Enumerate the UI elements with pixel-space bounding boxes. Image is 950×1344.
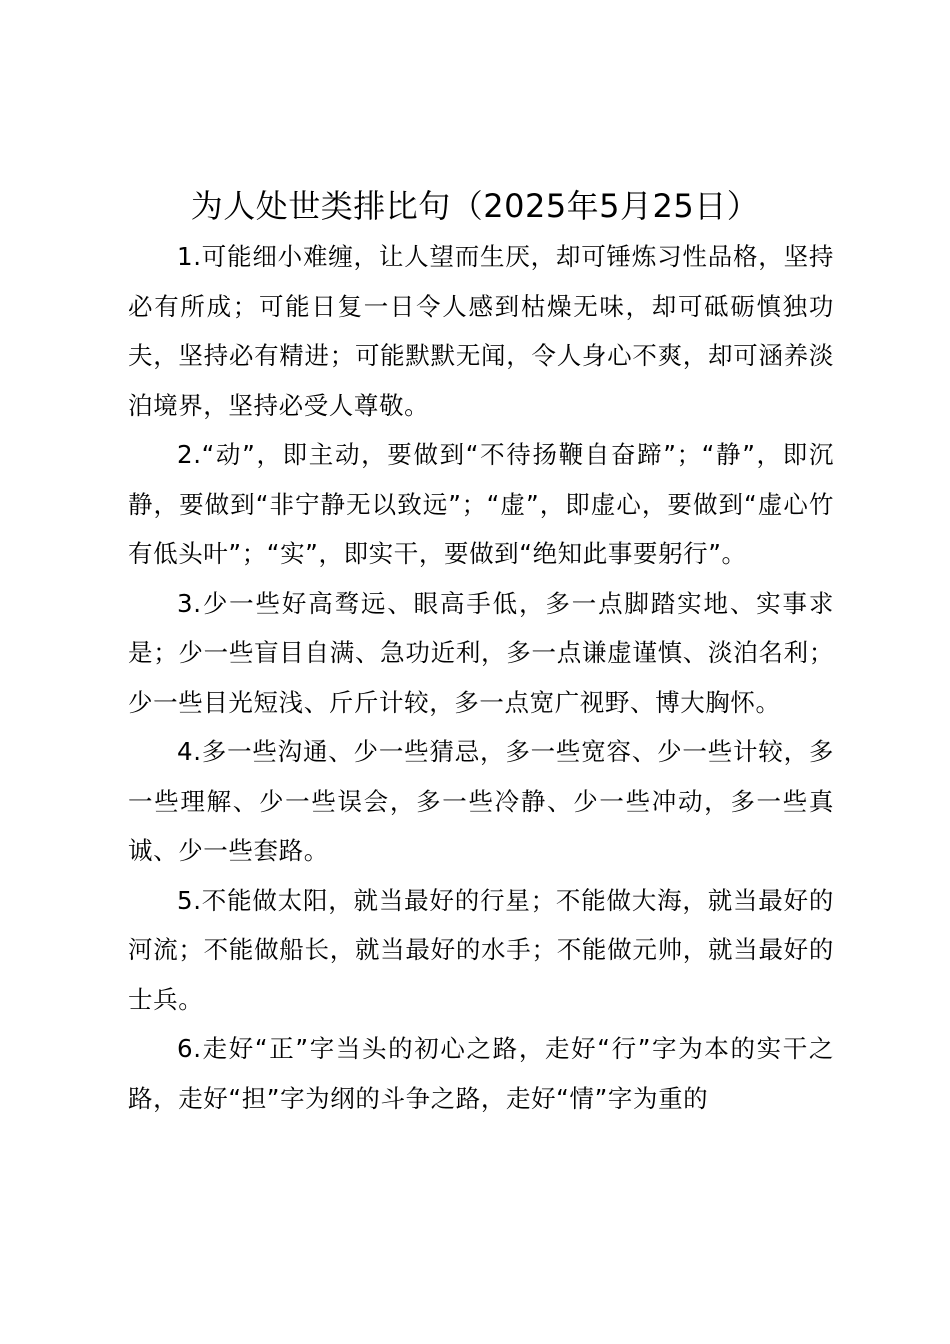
paragraph-4: 4.多一些沟通、少一些猜忌，多一些宽容、少一些计较，多一些理解、少一些误会，多一些冷静、少一些冲动，多一些真诚、少一些套路。 (128, 737, 834, 865)
paragraph-3: 3.少一些好高骛远、眼高手低，多一点脚踏实地、实事求是；少一些盲目自满、急功近利，多一点谦虚谨慎、淡泊名利；少一些目光短浅、斤斤计较，多一点宽广视野、博大胸怀。 (128, 588, 834, 717)
paragraph-6: 6.走好“正”字当头的初心之路，走好“行”字为本的实干之路，走好“担”字为纲的斗争之路，走好“情”字为重的 (128, 1034, 834, 1113)
paragraph-2: 2.“动”，即主动，要做到“不待扬鞭自奋蹄”；“静”，即沉静，要做到“非宁静无以致远”；“虚”，即虚心，要做到“虚心竹有低头叶”；“实”，即实干，要做到“绝知此事要躬行”。 (128, 440, 834, 568)
document-title: 为人处世类排比句（2025年5月25日） (190, 187, 760, 225)
paragraph-1: 1.可能细小难缠，让人望而生厌，却可锤炼习性品格，坚持必有所成；可能日复一日令人感到枯燥无味，却可砥砺慎独功夫，坚持必有精进；可能默默无闻，令人身心不爽，却可涵养淡泊境界，坚持必受人尊敬。 (128, 242, 834, 420)
paragraph-5: 5.不能做太阳，就当最好的行星；不能做大海，就当最好的河流；不能做船长，就当最好的水手；不能做元帅，就当最好的士兵。 (128, 885, 834, 1014)
document-body (128, 232, 834, 1123)
